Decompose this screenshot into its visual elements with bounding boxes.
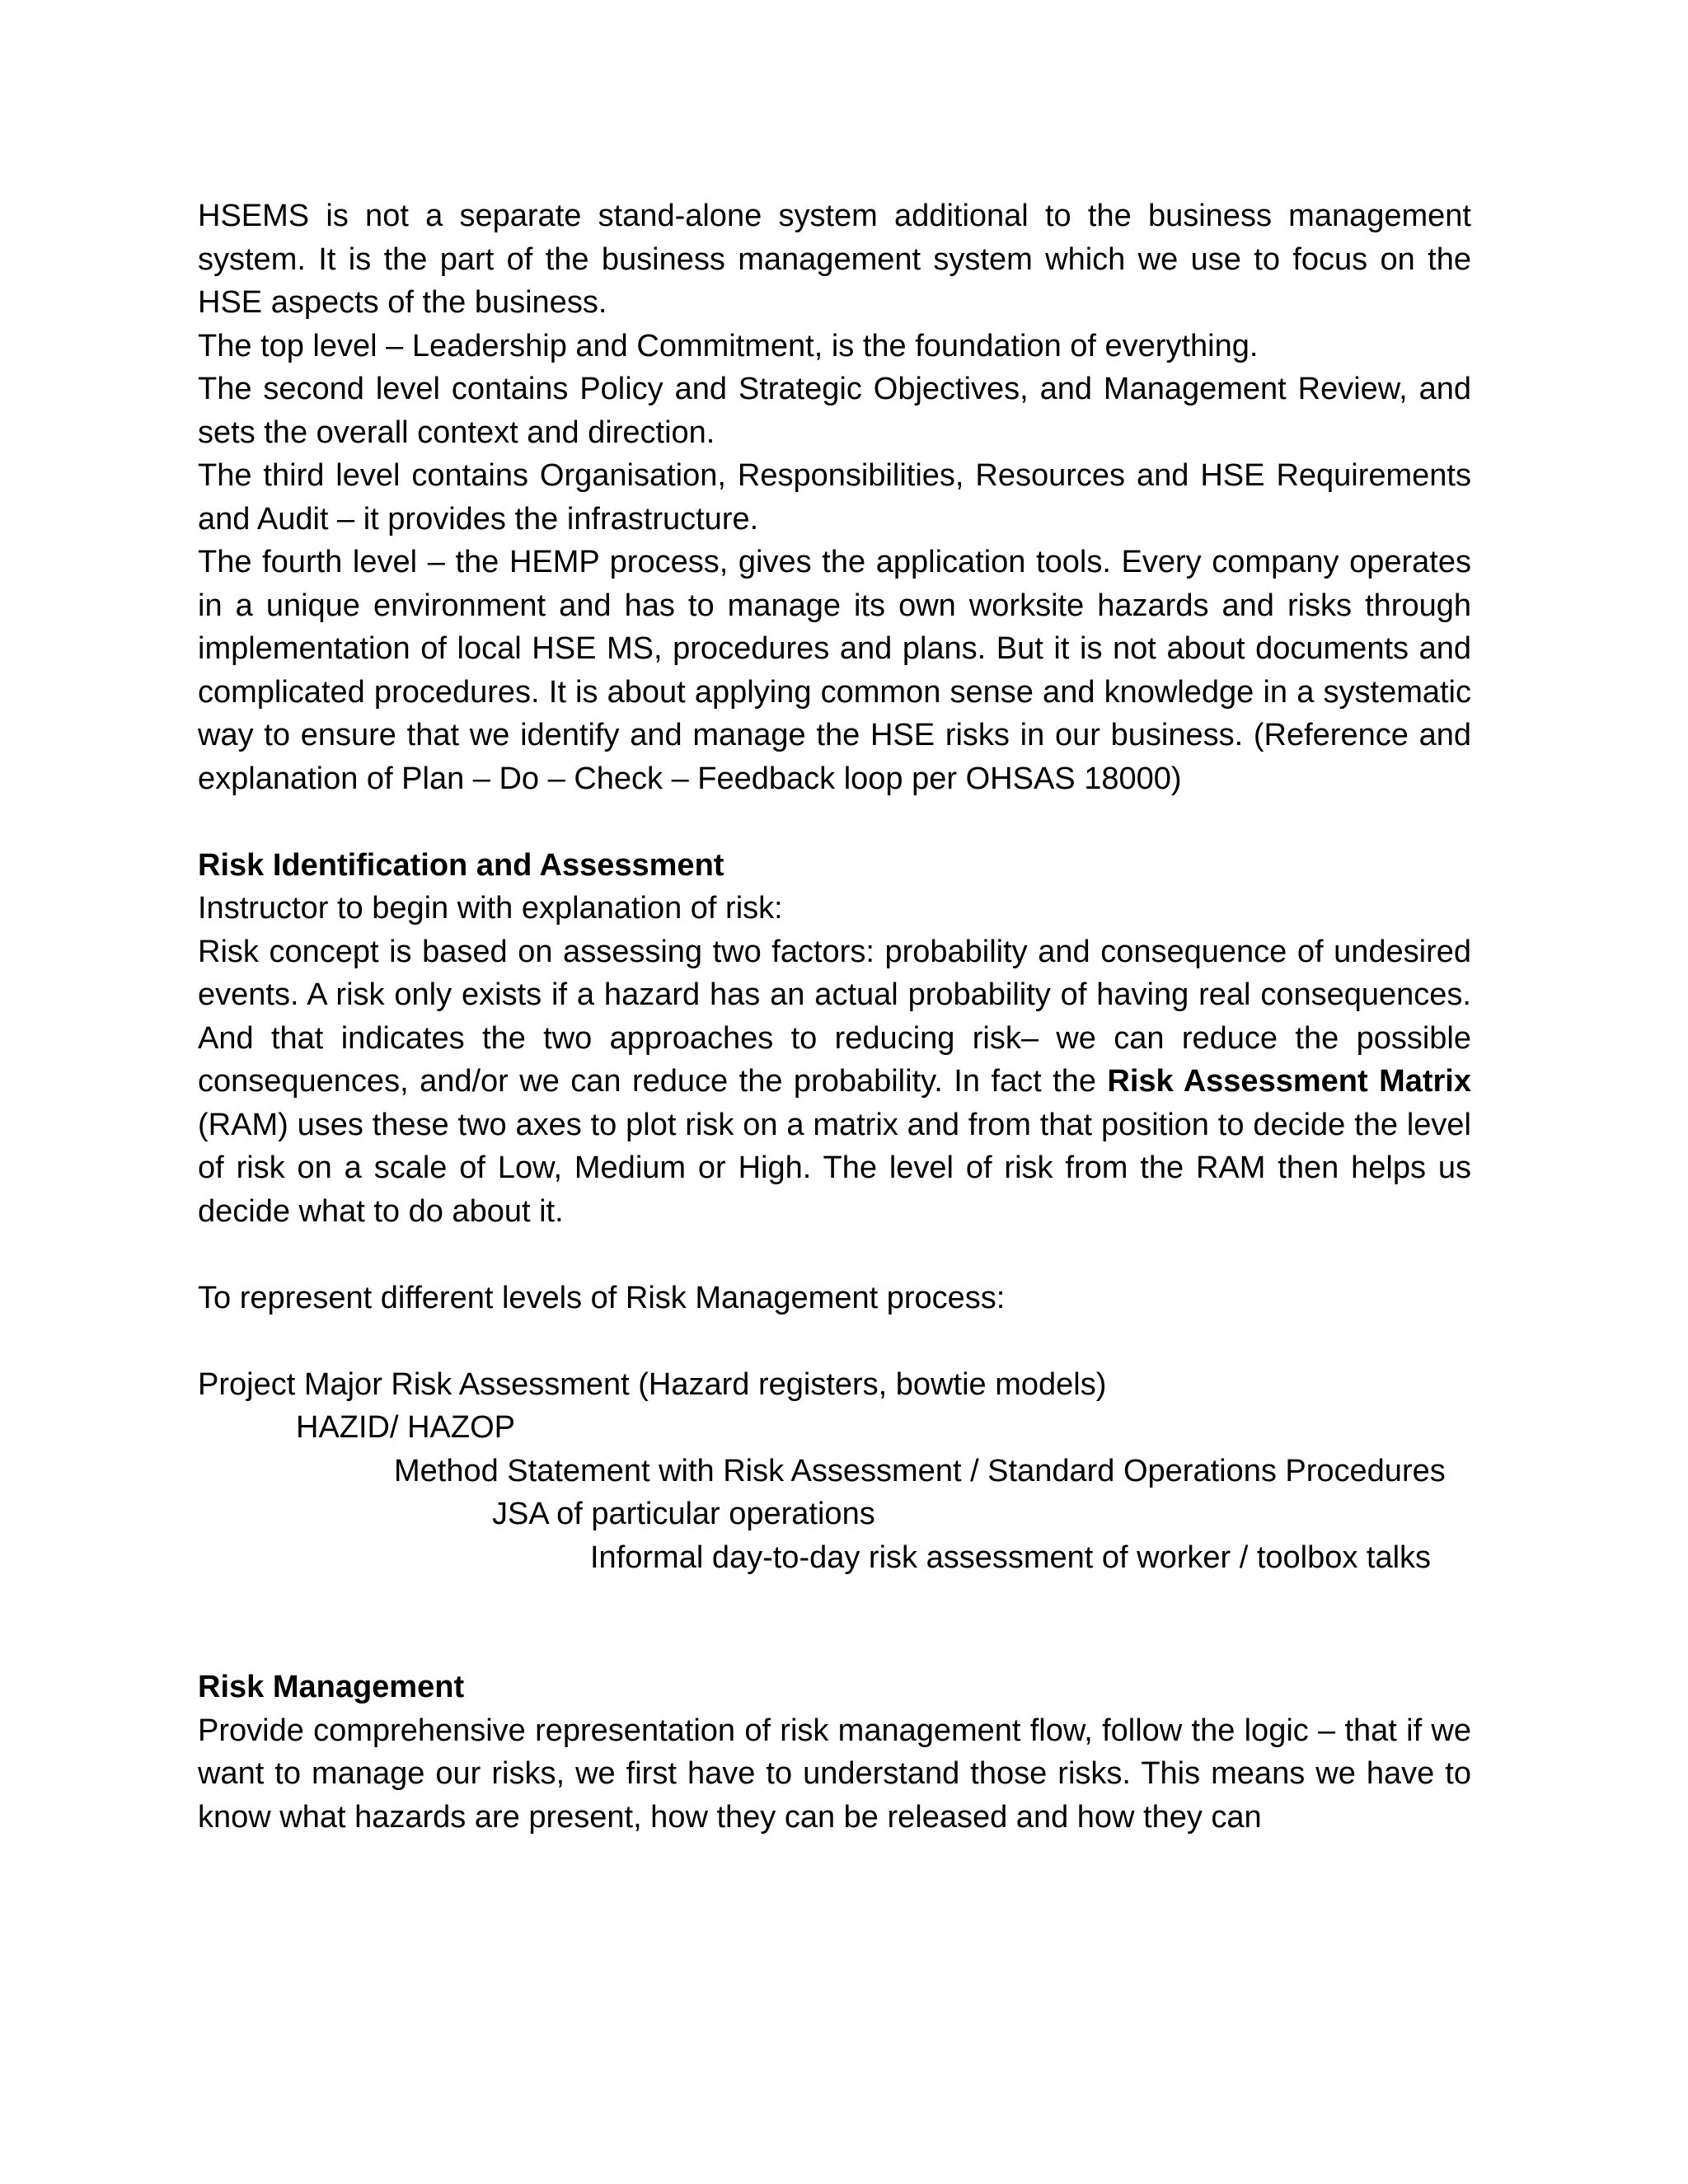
levels-intro: To represent different levels of Risk Management process: xyxy=(198,1280,1006,1315)
risk-level-item: JSA of particular operations xyxy=(492,1497,875,1531)
risk-level-item: Informal day-to-day risk assessment of worker / toolbox talks xyxy=(590,1540,1432,1575)
instructor-line: Instructor to begin with explanation of risk: xyxy=(198,891,783,926)
intro-paragraph-top-level: The top level – Leadership and Commitment, is the foundation of everything. xyxy=(198,328,1259,363)
risk-management-paragraph: Provide comprehensive representation of risk management flow, follow the logic – that if we want to manage our risks, we first have to understand those risks. This means we have to know what hazards are present, how they can be released and how they can xyxy=(198,1713,1471,1835)
spacer xyxy=(198,1579,1471,1666)
risk-concept-text-end: (RAM) uses these two axes to plot risk on a matrix and from that position to decide the level of risk on a scale of Low, Medium or High. The level of risk from the RAM then helps us decide what to do about it. xyxy=(198,1107,1471,1229)
risk-level-item: Project Major Risk Assessment (Hazard registers, bowtie models) xyxy=(198,1366,1107,1402)
risk-concept-paragraph xyxy=(198,930,1471,1234)
risk-assessment-matrix-term: Risk Assessment Matrix xyxy=(1107,1064,1471,1099)
intro-paragraph-second-level: The second level contains Policy and Strategic Objectives, and Management Review, and sets the overall context and direction. xyxy=(198,372,1471,450)
section-heading-risk-management: Risk Management xyxy=(198,1670,465,1704)
document-page xyxy=(198,194,1471,1839)
spacer xyxy=(198,1319,1471,1363)
spacer xyxy=(198,800,1471,844)
risk-concept-text-start: Risk concept is based on assessing two factors: probability and consequence of undesired events. A risk only exists if a hazard has an actual probability of having real consequences. And that indicates the two approaches to reducing risk– we can reduce the possible consequences, and/or we can reduce the probability. In fact the xyxy=(198,934,1471,1099)
section-heading-risk-identification: Risk Identification and Assessment xyxy=(198,847,724,883)
intro-paragraph-third-level: The third level contains Organisation, Responsibilities, Resources and HSE Requirements and Audit – it provides the infrastructure. xyxy=(198,458,1471,537)
intro-paragraph-hsems: HSEMS is not a separate stand-alone system additional to the business management system. It is the part of the business management system which we use to focus on the HSE aspects of the business. xyxy=(198,199,1471,320)
intro-paragraph-fourth-level: The fourth level – the HEMP process, gives the application tools. Every company operates in a unique environment and has to manage its own worksite hazards and risks through implementation of local HSE MS, procedures and plans. But it is not about documents and complicated procedures. It is about applying common sense and knowledge in a systematic way to ensure that we identify and manage the HSE risks in our business. (Reference and explanation of Plan – Do – Check – Feedback loop per OHSAS 18000) xyxy=(198,545,1471,796)
risk-levels-list xyxy=(198,1363,1471,1580)
spacer xyxy=(198,1233,1471,1277)
risk-level-item: HAZID/ HAZOP xyxy=(296,1410,516,1445)
risk-level-item: Method Statement with Risk Assessment / Standard Operations Procedures xyxy=(394,1453,1446,1488)
